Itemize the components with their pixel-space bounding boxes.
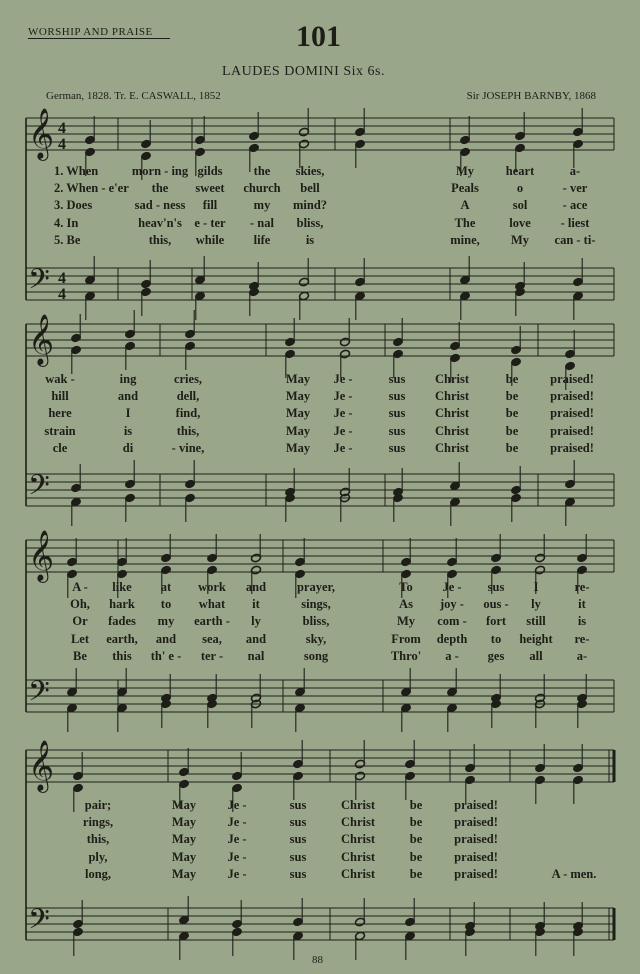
lyric-syllable: sus [289, 849, 307, 864]
lyric-line [0, 614, 640, 630]
lyric-syllable: hill [51, 389, 69, 404]
lyric-line [0, 164, 640, 180]
lyric-syllable: re- [574, 580, 590, 594]
lyric-syllable: can - ti- [554, 232, 596, 247]
lyric-syllable: is [305, 232, 315, 247]
lyric-syllable: Christ [434, 406, 470, 421]
lyric-syllable: Je - [333, 406, 353, 421]
lyric-syllable: Je - [442, 580, 462, 594]
lyric-syllable: nal [247, 648, 265, 663]
lyric-syllable: gilds [197, 164, 223, 178]
lyric-syllable: bell [300, 181, 320, 196]
lyric-syllable: Peals [451, 181, 479, 196]
lyric-syllable: Christ [434, 389, 470, 404]
lyric-syllable: a- [569, 164, 581, 178]
lyric-syllable: hark [109, 597, 135, 612]
lyric-line [0, 815, 640, 831]
lyric-syllable: heav'n's [138, 215, 182, 230]
lyric-syllable: rings, [82, 815, 114, 830]
lyric-syllable: cle [52, 440, 68, 455]
lyric-syllable: depth [436, 631, 468, 646]
lyric-line [0, 832, 640, 848]
lyric-syllable: Christ [340, 832, 376, 847]
lyric-syllable: May [285, 423, 311, 438]
lyric-syllable: heart [505, 164, 535, 178]
lyric-syllable: praised! [454, 798, 498, 812]
bass-clef-icon: 𝄢 [28, 263, 50, 303]
hymn-number: 101 [296, 20, 341, 53]
lyric-syllable: cries, [173, 372, 203, 386]
lyric-syllable: sus [388, 406, 406, 421]
lyric-syllable: May [171, 832, 197, 847]
lyric-syllable: praised! [454, 866, 498, 881]
lyric-syllable: praised! [454, 815, 498, 830]
lyric-syllable: May [171, 798, 197, 812]
lyric-line [0, 389, 640, 405]
lyric-syllable: - ace [562, 198, 588, 213]
lyric-syllable: 2. When - e'er [54, 181, 129, 196]
lyric-syllable: - nal [250, 215, 274, 230]
lyric-syllable: sus [388, 372, 406, 386]
lyric-syllable: find, [175, 406, 201, 421]
lyric-syllable: what [198, 597, 226, 612]
lyric-syllable: th' e - [150, 648, 182, 663]
bass-clef-icon: 𝄢 [28, 903, 50, 943]
meter: Six 6s. [343, 64, 385, 79]
lyric-syllable: Thro' [390, 648, 422, 663]
lyric-syllable: 4. In [54, 215, 79, 230]
lyric-syllable: Je - [227, 832, 247, 847]
lyric-syllable: sol [512, 198, 528, 213]
music-credit: Sir JOSEPH BARNBY, 1868 [466, 90, 596, 102]
lyric-line [0, 181, 640, 197]
lyric-syllable: this [112, 648, 132, 663]
lyric-syllable: to [490, 631, 502, 646]
lyric-syllable: a- [576, 648, 588, 663]
lyric-syllable: is [123, 423, 133, 438]
lyric-syllable: be [409, 798, 423, 812]
treble-time-sig-top: 4 [58, 120, 66, 137]
lyric-syllable: sus [289, 798, 307, 812]
lyric-syllable: di [122, 440, 134, 455]
lyric-syllable: sus [388, 389, 406, 404]
bass-time-sig-top: 4 [58, 270, 66, 287]
lyric-syllable: this, [176, 423, 200, 438]
treble-clef-icon: 𝄞 [28, 740, 55, 791]
lyric-syllable: be [409, 815, 423, 830]
lyric-syllable: Christ [340, 849, 376, 864]
lyric-syllable: Or [72, 614, 88, 629]
lyric-syllable: Christ [340, 866, 376, 881]
lyric-syllable: ter - [200, 648, 224, 663]
lyric-syllable: praised! [550, 440, 594, 455]
treble-clef-icon: 𝄞 [28, 530, 55, 581]
lyric-syllable: pair; [84, 798, 112, 812]
lyric-syllable: be [409, 849, 423, 864]
lyric-line [0, 850, 640, 866]
lyric-syllable: May [285, 440, 311, 455]
lyric-syllable: fill [202, 198, 218, 213]
lyric-syllable: sus [487, 580, 505, 594]
lyric-syllable: earth - [194, 614, 230, 629]
lyric-syllable: here [48, 406, 72, 421]
lyric-line [0, 597, 640, 613]
page-number: 88 [312, 954, 323, 966]
lyric-syllable: be [505, 423, 519, 438]
lyric-syllable: Je - [333, 440, 353, 455]
lyric-syllable: praised! [550, 389, 594, 404]
lyric-syllable: Oh, [70, 597, 90, 612]
lyric-syllable: and [245, 580, 267, 594]
lyric-syllable: A - [72, 580, 88, 594]
lyric-line [0, 406, 640, 422]
lyric-syllable: My [396, 614, 416, 629]
lyric-line [0, 632, 640, 648]
lyric-syllable: sus [289, 815, 307, 830]
lyric-syllable: A [460, 198, 470, 213]
lyric-syllable: be [505, 372, 519, 386]
lyric-syllable: May [171, 849, 197, 864]
lyric-syllable: sings, [301, 597, 331, 612]
lyric-syllable: this, [86, 832, 110, 847]
lyric-syllable: to [160, 597, 172, 612]
lyric-line [0, 216, 640, 232]
lyric-syllable: ing [119, 372, 137, 386]
lyric-line [0, 798, 640, 814]
lyric-syllable: the [151, 181, 169, 196]
lyric-syllable: my [157, 614, 175, 629]
lyric-syllable: be [505, 440, 519, 455]
lyric-syllable: sad - ness [134, 198, 186, 213]
lyric-syllable: wak - [45, 372, 75, 386]
lyric-syllable: o [516, 181, 524, 196]
lyric-syllable: sus [388, 423, 406, 438]
lyric-syllable: Je - [227, 815, 247, 830]
lyric-syllable: Je - [227, 866, 247, 881]
lyric-syllable: long, [84, 866, 112, 881]
treble-clef-icon: 𝄞 [28, 314, 55, 365]
lyric-syllable: be [505, 406, 519, 421]
lyric-syllable: bliss, [302, 614, 330, 629]
lyric-syllable: dell, [176, 389, 200, 404]
lyric-syllable: 5. Be [54, 232, 81, 247]
bass-clef-icon: 𝄢 [28, 469, 50, 509]
lyric-syllable: still [526, 614, 546, 629]
lyric-line [0, 233, 640, 249]
lyric-syllable: mine, [450, 232, 480, 247]
lyric-syllable: May [285, 389, 311, 404]
lyric-syllable: Let [70, 631, 90, 646]
lyric-syllable: sea, [202, 631, 222, 646]
lyric-syllable: May [171, 815, 197, 830]
lyric-syllable: and [245, 631, 267, 646]
lyric-syllable: strain [44, 423, 76, 438]
lyric-syllable: I [533, 580, 539, 594]
lyric-syllable: 1. When [54, 164, 99, 178]
lyric-syllable: May [171, 866, 197, 881]
lyric-syllable: a - [445, 648, 459, 663]
lyric-syllable: prayer, [296, 580, 336, 594]
lyric-syllable: love [509, 215, 531, 230]
lyric-line [0, 372, 640, 388]
lyric-syllable: height [519, 631, 553, 646]
lyric-syllable: 3. Does [54, 198, 93, 213]
lyric-syllable: sweet [195, 181, 225, 196]
section-heading: WORSHIP AND PRAISE [28, 26, 153, 38]
lyric-syllable: be [409, 866, 423, 881]
lyric-syllable: - vine, [171, 440, 205, 455]
lyric-syllable: praised! [454, 849, 498, 864]
lyric-syllable: praised! [550, 423, 594, 438]
lyric-syllable: be [505, 389, 519, 404]
lyric-syllable: - ver [562, 181, 588, 196]
lyric-syllable: Be [73, 648, 87, 663]
lyric-syllable: re- [574, 631, 590, 646]
lyric-syllable: and [117, 389, 139, 404]
lyric-syllable: - liest [560, 215, 590, 230]
lyric-syllable: life [253, 232, 271, 247]
lyric-syllable: From [391, 631, 421, 646]
lyric-syllable: it [578, 597, 586, 612]
lyric-line [0, 580, 640, 596]
lyric-syllable: praised! [454, 832, 498, 847]
lyric-line [0, 867, 640, 883]
lyric-syllable: Christ [434, 372, 470, 386]
lyric-syllable: all [529, 648, 543, 663]
lyric-syllable: the [253, 164, 271, 178]
lyric-line [0, 198, 640, 214]
lyric-syllable: Je - [227, 849, 247, 864]
lyric-syllable: and [155, 631, 177, 646]
lyric-line [0, 649, 640, 665]
lyric-syllable: Je - [333, 423, 353, 438]
lyric-syllable: while [195, 232, 225, 247]
lyric-syllable: like [112, 580, 132, 594]
lyric-syllable: My [455, 164, 475, 178]
lyric-syllable: Je - [333, 372, 353, 386]
lyric-syllable: song [303, 648, 329, 663]
lyric-syllable: skies, [295, 164, 325, 178]
lyric-syllable: ous - [483, 597, 509, 612]
lyric-syllable: A - men. [551, 866, 597, 881]
lyric-syllable: Christ [340, 798, 376, 812]
lyric-syllable: my [253, 198, 271, 213]
lyric-syllable: is [577, 614, 587, 629]
lyric-syllable: ly [531, 597, 541, 612]
lyric-syllable: fades [108, 614, 136, 629]
lyric-syllable: fort [485, 614, 507, 629]
lyric-syllable: Je - [333, 389, 353, 404]
lyric-syllable: at [160, 580, 172, 594]
lyric-syllable: it [252, 597, 260, 612]
lyric-syllable: praised! [550, 372, 594, 386]
lyric-syllable: sus [388, 440, 406, 455]
lyric-syllable: Je - [227, 798, 247, 812]
lyric-syllable: May [285, 372, 311, 386]
lyric-syllable: ges [487, 648, 505, 663]
lyric-syllable: Christ [434, 423, 470, 438]
lyric-syllable: Christ [340, 815, 376, 830]
lyric-syllable: morn - ing [131, 164, 189, 178]
lyric-syllable: ply, [88, 849, 108, 864]
lyric-syllable: e - ter [194, 215, 226, 230]
lyric-syllable: praised! [550, 406, 594, 421]
tune-name: LAUDES DOMINI [222, 64, 340, 79]
treble-clef-icon: 𝄞 [28, 108, 55, 159]
bass-time-sig-bottom: 4 [58, 286, 66, 303]
bass-clef-icon: 𝄢 [28, 675, 50, 715]
lyric-syllable: be [409, 832, 423, 847]
lyric-syllable: mind? [292, 198, 328, 213]
lyric-syllable: this, [148, 232, 172, 247]
lyric-syllable: May [285, 406, 311, 421]
lyric-syllable: joy - [440, 597, 464, 612]
lyric-syllable: To [399, 580, 413, 594]
lyric-line [0, 441, 640, 457]
lyric-syllable: I [125, 406, 131, 421]
lyric-syllable: sky, [305, 631, 327, 646]
lyric-syllable: My [510, 232, 530, 247]
lyric-syllable: The [454, 215, 476, 230]
lyric-syllable: bliss, [296, 215, 324, 230]
lyric-syllable: As [399, 597, 413, 612]
lyric-syllable: sus [289, 866, 307, 881]
lyric-syllable: sus [289, 832, 307, 847]
lyric-syllable: church [243, 181, 281, 196]
lyric-syllable: Christ [434, 440, 470, 455]
lyric-line [0, 424, 640, 440]
lyric-syllable: ly [251, 614, 261, 629]
lyric-syllable: earth, [106, 631, 138, 646]
text-credit: German, 1828. Tr. E. CASWALL, 1852 [46, 90, 221, 102]
lyric-syllable: com - [437, 614, 467, 629]
lyric-syllable: work [198, 580, 226, 594]
treble-time-sig-bottom: 4 [58, 136, 66, 153]
